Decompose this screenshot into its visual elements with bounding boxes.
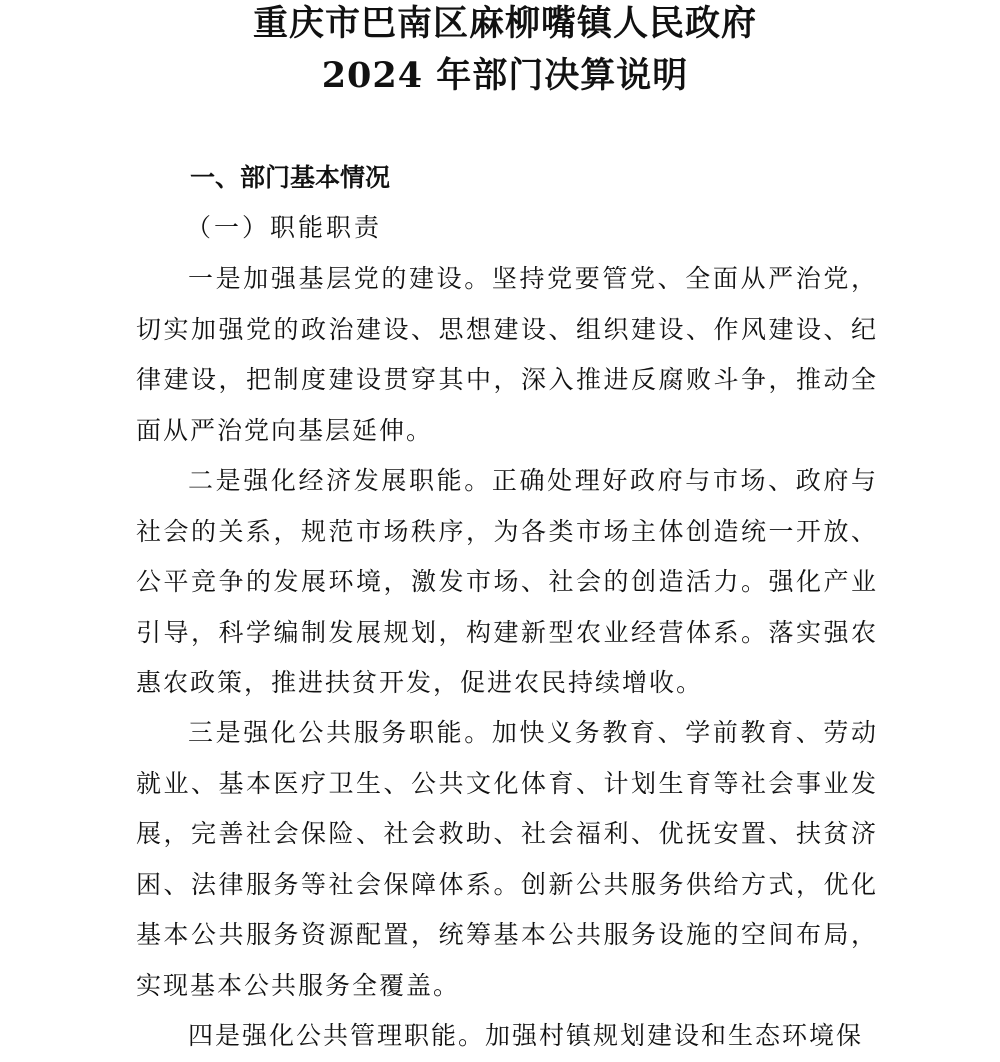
document-title-line-2: 2024 年部门决算说明 xyxy=(321,55,689,96)
section-heading: 一、部门基本情况 xyxy=(190,163,391,192)
subsection-heading: （一）职能职责 xyxy=(186,213,383,242)
paragraph-public-management: 四是强化公共管理职能。加强村镇规划建设和生态环境保 xyxy=(188,1021,864,1050)
paragraph-party-building: 一是加强基层党的建设。坚持党要管党、全面从严治党，切实加强党的政治建设、思想建设、组织建设、作风建设、纪律建设，把制度建设贯穿其中，深入推进反腐败斗争，推动全面从严治党向基层延伸。 xyxy=(136,264,878,445)
document-title-line-1: 重庆市巴南区麻柳嘴镇人民政府 xyxy=(252,3,757,44)
paragraph-economic-development: 二是强化经济发展职能。正确处理好政府与市场、政府与社会的关系，规范市场秩序，为各类市场主体创造统一开放、公平竞争的发展环境，激发市场、社会的创造活力。强化产业引导，科学编制发展规划，构建新型农业经营体系。落实强农惠农政策，推进扶贫开发，促进农民持续增收。 xyxy=(136,466,878,697)
paragraph-public-services: 三是强化公共服务职能。加快义务教育、学前教育、劳动就业、基本医疗卫生、公共文化体育、计划生育等社会事业发展，完善社会保险、社会救助、社会福利、优抚安置、扶贫济困、法律服务等社会保障体系。创新公共服务供给方式，优化基本公共服务资源配置，统筹基本公共服务设施的空间布局，实现基本公共服务全覆盖。 xyxy=(136,718,878,1000)
